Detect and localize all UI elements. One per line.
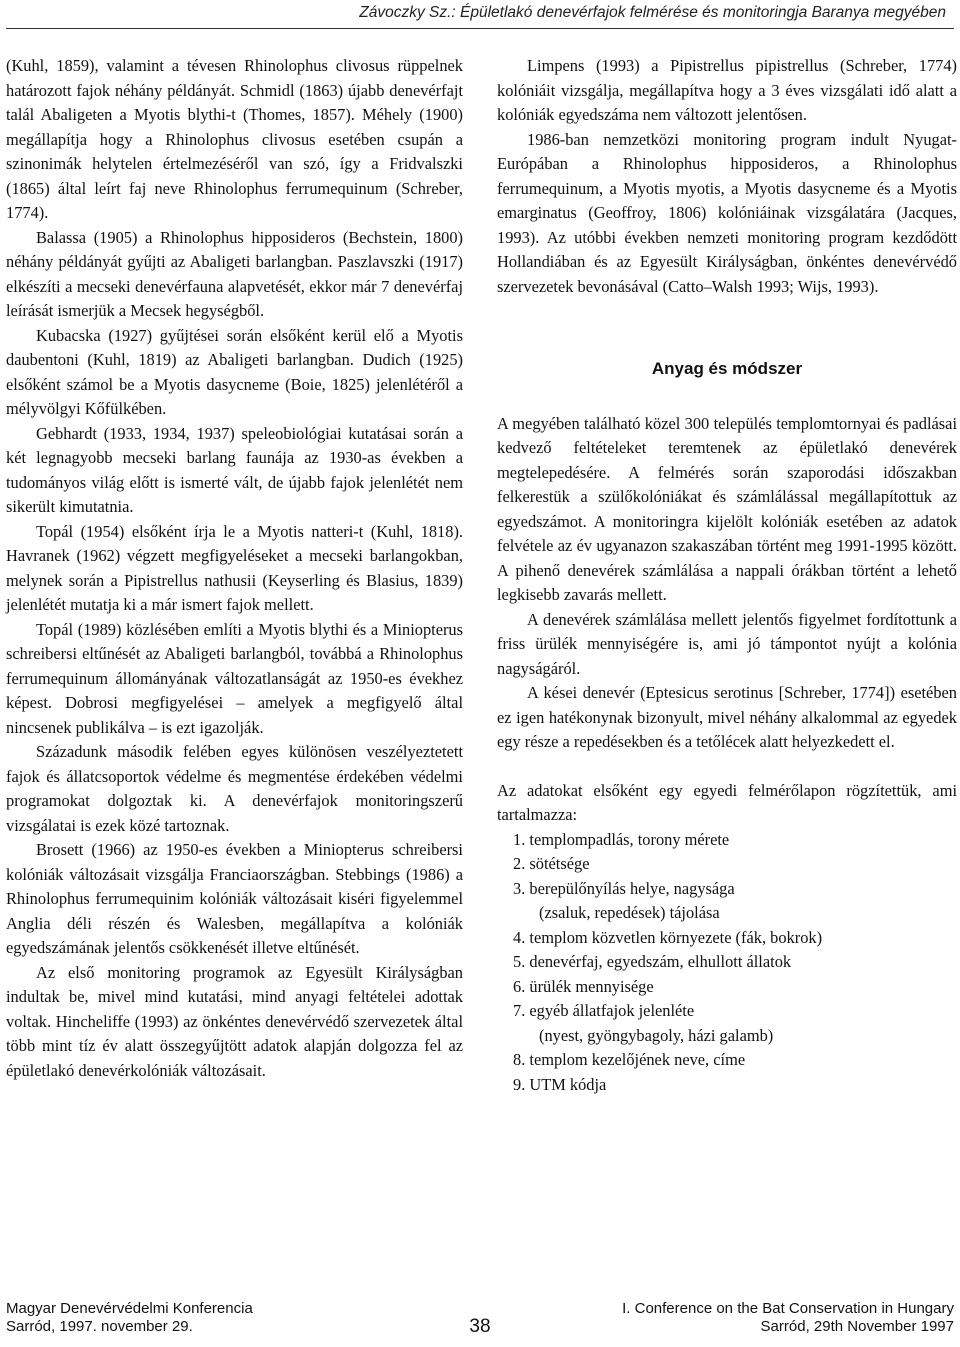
paragraph: Az első monitoring programok az Egyesült Királyságban indultak be, mivel mind kutatási, mind anyagi feltételei adottak voltak. Hincheliffe (1993) az önkéntes denevérvédő szervezetek által több mint tíz év alatt összegyűjtött adatok alapján dolgozza fel az épületlakó denevérkolóniák változásait. bbox=[6, 962, 463, 1080]
page-number: 38 bbox=[469, 1316, 491, 1337]
list-item-subtext: (zsaluk, repedések) tájolása bbox=[539, 903, 720, 922]
header-rule bbox=[6, 28, 954, 29]
paragraph: Századunk második felében egyes különösen veszélyeztetett fajok és állatcsoportok védelme és megmentése érdekében védelmi programokat dolgoztak ki. A denevérfajok monitoringszerű vizsgálatai is ezek közé tartoznak. bbox=[6, 742, 463, 835]
paragraph: Gebhardt (1933, 1934, 1937) speleobiológiai kutatásai során a két legnagyobb mecseki barlang faunája az 1930-as években a tudományos világ előtt is ismerté vált, de újabb fajok jelenlétét nem sikerült kimutatnia. bbox=[6, 423, 463, 516]
running-header: Závoczky Sz.: Épületlakó denevérfajok felmérése és monitoringja Baranya megyében bbox=[359, 4, 946, 21]
list-item bbox=[497, 828, 957, 853]
list-item-text: 7. egyéb állatfajok jelenléte bbox=[513, 1001, 695, 1020]
list-item-text: 3. berepülőnyílás helye, nagysága bbox=[513, 878, 735, 898]
footer-date-hu: Sarród, 1997. november 29. bbox=[6, 1318, 193, 1335]
list-item bbox=[497, 877, 957, 926]
section-heading: Anyag és módszer bbox=[651, 359, 803, 378]
spacer bbox=[497, 755, 957, 779]
list-item bbox=[497, 999, 957, 1048]
footer-date-en: Sarród, 29th November 1997 bbox=[760, 1318, 954, 1335]
list-item-text: 1. templompadlás, torony mérete bbox=[513, 829, 730, 849]
list-item bbox=[497, 1048, 957, 1073]
paragraph: A denevérek számlálása mellett jelentős figyelmet fordítottunk a friss ürülék mennyiségére is, ami jó támpontot nyújt a kolónia nagyságáról. bbox=[497, 609, 957, 678]
data-sheet-list bbox=[497, 828, 957, 1098]
list-item bbox=[497, 926, 957, 951]
list-item-subtext: (nyest, gyöngybagoly, házi galamb) bbox=[539, 1025, 774, 1045]
list-item bbox=[497, 975, 957, 1000]
paragraph: A megyében található közel 300 település templomtornyai és padlásai kedvező feltételeket teremtenek az épületlakó denevérek megtelepedésére. A felmérés során szaporodási időszakban felkerestük a szülőkolóniákat és számlálással megállapítottuk az egyedszámot. A monitoringra kijelölt kolóniák esetében az adatok felvétele az év ugyanazon szakaszában történt meg 1991-1995 között. A pihenő denevérek számlálása a nappali órákban történt a lehető legkisebb zavarás mellett. bbox=[497, 413, 957, 604]
list-item bbox=[497, 852, 957, 877]
paragraph: 1986-ban nemzetközi monitoring program indult Nyugat-Európában a Rhinolophus hipposideros, a Rhinolophus ferrumequinum, a Myotis myotis, a Myotis dasycneme és a Myotis emarginatus (Geoffroy, 1806) kolóniáinak vizsgálatára (Jacques, 1993). Az utóbbi években nemzeti monitoring program kezdődött Hollandiában és az Egyesült Királyságban, önkéntes denevérvédő szervezetek bevonásával (Catto–Walsh 1993; Wijs, 1993). bbox=[497, 129, 957, 296]
list-item-text: 9. UTM kódja bbox=[513, 1074, 607, 1094]
list-intro: Az adatokat elsőként egy egyedi felmérőlapon rögzítettük, ami tartalmazza: bbox=[497, 780, 957, 824]
paragraph: Topál (1989) közlésében említi a Myotis blythi és a Miniopterus schreibersi eltűnését az Abaligeti barlangból, továbbá a Rhinolophus ferrumequinum állományának változatlanságát az 1950-es évekhez képest. Dobrosi megfigyelései – amelyek a megfigyelő által nincsenek publikálva – is ezt igazolják. bbox=[6, 619, 463, 737]
footer-conference-hu: Magyar Denevérvédelmi Konferencia bbox=[6, 1300, 253, 1317]
paragraph: Brosett (1966) az 1950-es években a Miniopterus schreibersi kolóniák változásait vizsgálja Franciaországban. Stebbings (1986) a Rhinolophus ferrumequinim kolóniák változásait kiséri figyelemmel Anglia déli részén és Walesben, megállapítva a kolóniák egyedszámának jelentős csökkenését illetve eltűnését. bbox=[6, 840, 463, 957]
paragraph: Balassa (1905) a Rhinolophus hipposideros (Bechstein, 1800) néhány példányát gyűjti az Abaligeti barlangban. Paszlavszki (1917) elkészíti a mecseki denevérfauna alapvetését, ekkor már 7 denevérfaj leírását ismerjük a Mecsek hegységből. bbox=[6, 227, 463, 320]
left-column bbox=[6, 54, 463, 1083]
list-item-text: 4. templom közvetlen környezete (fák, bokrok) bbox=[513, 927, 823, 947]
paragraph: Limpens (1993) a Pipistrellus pipistrellus (Schreber, 1774) kolóniáit vizsgálja, megállapítva hogy a 3 éves vizsgálati idő alatt a kolóniák egyedszáma nem változott jelentősen. bbox=[497, 56, 957, 124]
paragraph: A kései denevér (Eptesicus serotinus [Schreber, 1774]) esetében ez igen hatékonynak bizonyult, mivel néhány alkalommal az egyedek egy része a repedésekben és a tetőlécek alatt helyezkedett el. bbox=[497, 683, 957, 751]
paragraph: (Kuhl, 1859), valamint a tévesen Rhinolophus clivosus rüppelnek határozott fajok néhány példányát. Schmidl (1863) újabb denevérfajt talál Abaligeten a Myotis blythi-t (Thomes, 1857). Méhely (1900) megállapítja hogy a Rhinolophus clivosus esetében csupán a szinonimák helytelen értelmezéséről van szó, így a Fridvalszki (1865) által leírt faj neve Rhinolophus ferrumequinum (Schreber, 1774). bbox=[6, 56, 463, 222]
list-item bbox=[497, 1073, 957, 1098]
list-item-text: 5. denevérfaj, egyedszám, elhullott állatok bbox=[513, 952, 792, 971]
right-column bbox=[497, 54, 957, 1097]
list-item-text: 2. sötétsége bbox=[513, 854, 590, 873]
footer-right bbox=[622, 1300, 954, 1336]
list-item-text: 8. templom kezelőjének neve, címe bbox=[513, 1050, 746, 1069]
footer-conference-en: I. Conference on the Bat Conservation in Hungary bbox=[622, 1300, 954, 1317]
list-item-text: 6. ürülék mennyisége bbox=[513, 976, 654, 996]
paragraph: Topál (1954) elsőként írja le a Myotis natteri-t (Kuhl, 1818). Havranek (1962) végzett megfigyeléseket a mecseki barlangokban, melynek során a Pipistrellus nathusii (Keyserling és Blasius, 1839) jelenlétét mutatja ki a már ismert fajok mellett. bbox=[6, 521, 463, 614]
paragraph: Kubacska (1927) gyűjtései során elsőként kerül elő a Myotis daubentoni (Kuhl, 1819) az Abaligeti barlangban. Dudich (1925) elsőként számol be a Myotis dasycneme (Boie, 1825) jelenlétéről a mélyvölgyi Kőfülkében. bbox=[6, 325, 463, 418]
list-item bbox=[497, 950, 957, 975]
